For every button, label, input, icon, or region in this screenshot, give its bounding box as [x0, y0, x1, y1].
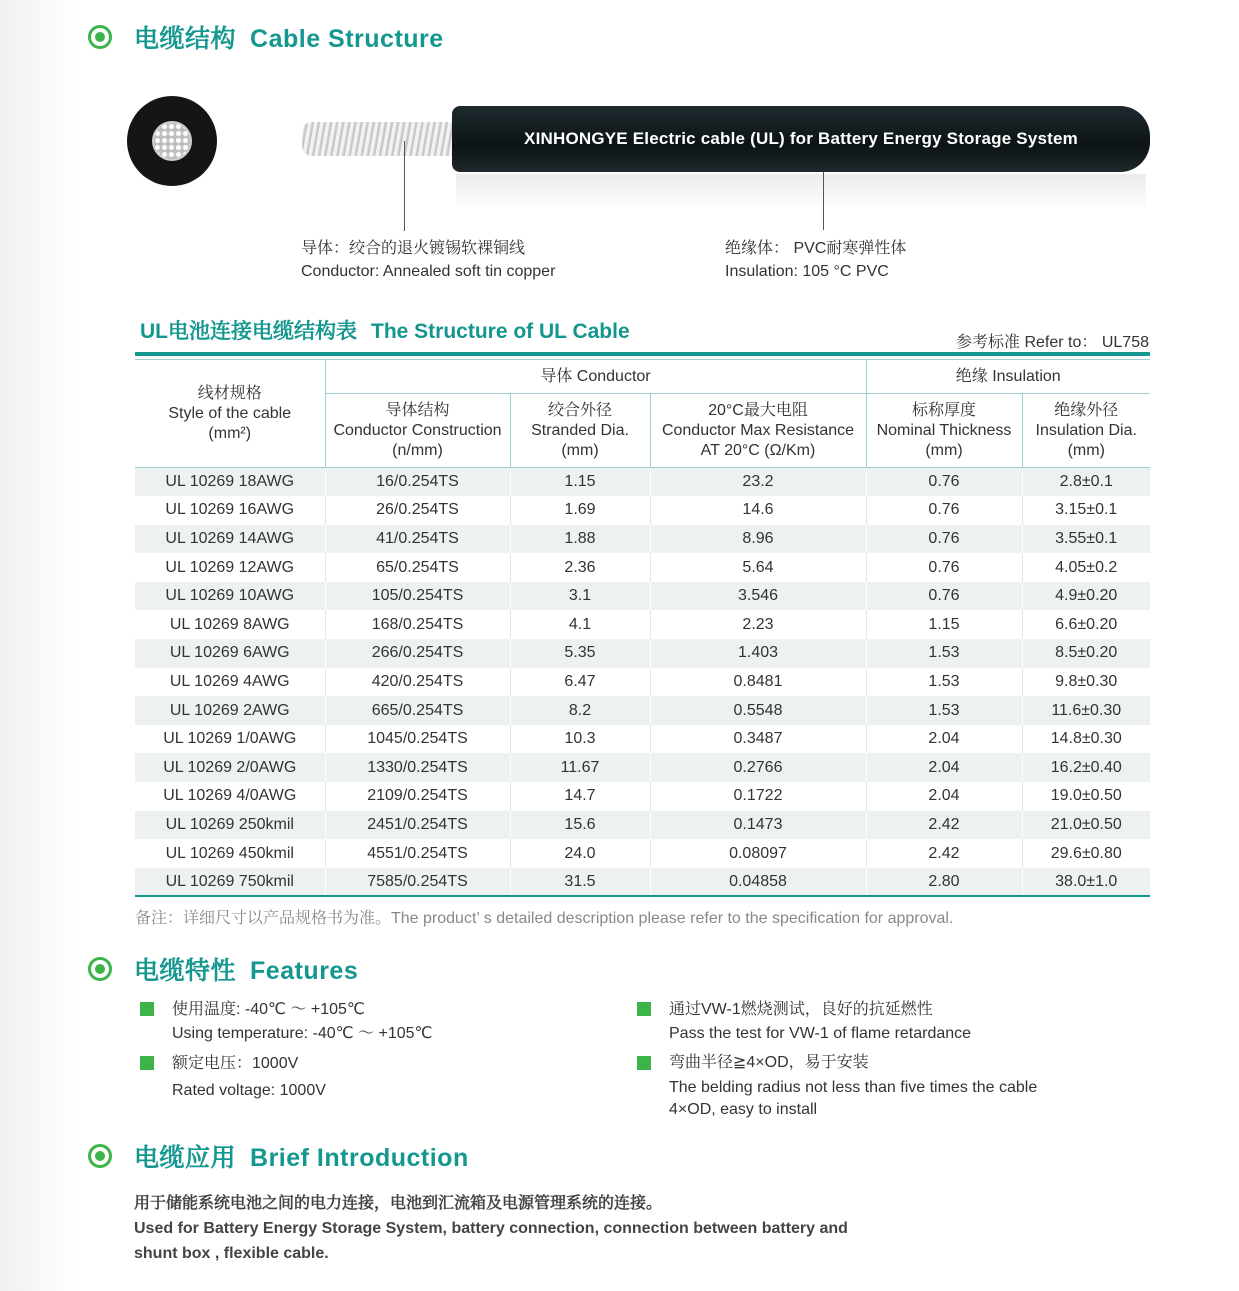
square-bullet-icon [140, 1056, 154, 1070]
header-insulation-dia: 绝缘外径 Insulation Dia. (mm) [1022, 394, 1150, 468]
table-row [135, 782, 1150, 811]
table-row [135, 668, 1150, 697]
table-cell: 2109/0.254TS [325, 782, 510, 811]
table-cell: 23.2 [650, 468, 866, 497]
header-nominal-thickness: 标称厚度 Nominal Thickness (mm) [866, 394, 1022, 468]
table-title [140, 315, 630, 345]
table-cell: 2.42 [866, 811, 1022, 840]
table-cell: 266/0.254TS [325, 639, 510, 668]
table-cell: 6.47 [510, 668, 650, 697]
table-cell: 31.5 [510, 868, 650, 897]
table-cell: 11.6±0.30 [1022, 696, 1150, 725]
table-cell: 14.7 [510, 782, 650, 811]
table-cell: 15.6 [510, 811, 650, 840]
table-cell: 19.0±0.50 [1022, 782, 1150, 811]
insulation-callout-en: Insulation: 105 °C PVC [725, 263, 889, 280]
table-cell: 2.36 [510, 553, 650, 582]
section-title-zh: 电缆特性 [134, 957, 237, 985]
cable-cross-section-icon [127, 96, 217, 186]
header-stranded-dia: 绞合外径 Stranded Dia. (mm) [510, 394, 650, 468]
table-cell: UL 10269 2/0AWG [135, 753, 325, 782]
table-cell: 8.2 [510, 696, 650, 725]
table-cell: 665/0.254TS [325, 696, 510, 725]
table-row [135, 696, 1150, 725]
table-cell: 1.15 [510, 468, 650, 497]
table-cell: 11.67 [510, 753, 650, 782]
table-cell: UL 10269 1/0AWG [135, 725, 325, 754]
table-cell: 2.8±0.1 [1022, 468, 1150, 497]
table-title-en: The Structure of UL Cable [371, 320, 630, 343]
circle-bullet-icon [88, 1144, 112, 1168]
cable-body [452, 106, 1150, 172]
table-cell: 3.55±0.1 [1022, 525, 1150, 554]
table-cell: 2.23 [650, 610, 866, 639]
table-cell: 2.04 [866, 782, 1022, 811]
table-cell: 420/0.254TS [325, 668, 510, 697]
square-bullet-icon [637, 1002, 651, 1016]
table-cell: 3.546 [650, 582, 866, 611]
table-cell: 4.1 [510, 610, 650, 639]
table-cell: 0.5548 [650, 696, 866, 725]
section-title-zh: 电缆应用 [134, 1144, 237, 1172]
table-cell: 3.1 [510, 582, 650, 611]
table-cell: 4.9±0.20 [1022, 582, 1150, 611]
table-cell: UL 10269 4AWG [135, 668, 325, 697]
table-cell: 38.0±1.0 [1022, 868, 1150, 897]
table-cell: 105/0.254TS [325, 582, 510, 611]
cable-structure-table [135, 359, 1150, 897]
page-edge-shade [0, 0, 80, 1291]
table-row [135, 468, 1150, 497]
table-cell: 14.8±0.30 [1022, 725, 1150, 754]
table-cell: 1.53 [866, 696, 1022, 725]
table-cell: 1330/0.254TS [325, 753, 510, 782]
section-heading-intro [88, 1138, 469, 1174]
table-cell: UL 10269 250kmil [135, 811, 325, 840]
table-cell: 0.08097 [650, 839, 866, 868]
header-construction: 导体结构 Conductor Construction (n/mm) [325, 394, 510, 468]
table-cell: 1.53 [866, 639, 1022, 668]
table-cell: 4.05±0.2 [1022, 553, 1150, 582]
table-row [135, 839, 1150, 868]
header-style: 线材规格 Style of the cable (mm²) [135, 360, 325, 468]
conductor-callout [301, 237, 555, 283]
table-cell: 8.96 [650, 525, 866, 554]
circle-bullet-icon [88, 25, 112, 49]
table-cell: 24.0 [510, 839, 650, 868]
insulation-pointer-line [823, 172, 824, 230]
table-row [135, 753, 1150, 782]
table-cell: 0.3487 [650, 725, 866, 754]
header-conductor-group: 导体 Conductor [325, 360, 866, 394]
feature-temperature: 使用温度: -40℃ ～ +105℃ Using temperature: -40℃ ～ +105℃ [140, 998, 433, 1046]
table-cell: 16/0.254TS [325, 468, 510, 497]
table-cell: 8.5±0.20 [1022, 639, 1150, 668]
table-cell: UL 10269 12AWG [135, 553, 325, 582]
table-cell: 0.76 [866, 582, 1022, 611]
table-cell: 7585/0.254TS [325, 868, 510, 897]
table-cell: 10.3 [510, 725, 650, 754]
table-cell: 65/0.254TS [325, 553, 510, 582]
cable-shadow [456, 174, 1146, 210]
table-cell: UL 10269 2AWG [135, 696, 325, 725]
table-cell: 168/0.254TS [325, 610, 510, 639]
table-row [135, 582, 1150, 611]
table-title-zh: UL电池连接电缆结构表 [140, 320, 357, 343]
table-cell: UL 10269 16AWG [135, 496, 325, 525]
table-row [135, 525, 1150, 554]
section-title-zh: 电缆结构 [134, 25, 237, 53]
intro-en-line1: Used for Battery Energy Storage System, battery connection, connection between battery and [134, 1220, 848, 1237]
table-cell: UL 10269 10AWG [135, 582, 325, 611]
table-cell: UL 10269 750kmil [135, 868, 325, 897]
table-cell: 1045/0.254TS [325, 725, 510, 754]
table-cell: UL 10269 14AWG [135, 525, 325, 554]
table-row [135, 725, 1150, 754]
table-cell: 1.53 [866, 668, 1022, 697]
table-cell: 0.76 [866, 525, 1022, 554]
table-cell: 0.2766 [650, 753, 866, 782]
conductor-callout-en: Conductor: Annealed soft tin copper [301, 263, 556, 280]
intro-en-line2: shunt box , flexible cable. [134, 1245, 329, 1262]
table-cell: UL 10269 8AWG [135, 610, 325, 639]
table-cell: 6.6±0.20 [1022, 610, 1150, 639]
table-cell: 2.04 [866, 753, 1022, 782]
table-cell: 2.80 [866, 868, 1022, 897]
table-row [135, 811, 1150, 840]
table-cell: UL 10269 4/0AWG [135, 782, 325, 811]
intro-text [134, 1191, 848, 1266]
section-heading-structure [88, 19, 444, 55]
section-heading-features [88, 951, 358, 987]
table-cell: 26/0.254TS [325, 496, 510, 525]
table-note: 备注：详细尺寸以产品规格书为准。The product’ s detailed description please refer to the specification for approval. [135, 910, 954, 927]
reference-standard: 参考标准 Refer to： UL758 [956, 334, 1149, 351]
square-bullet-icon [637, 1056, 651, 1070]
table-cell: 0.76 [866, 496, 1022, 525]
feature-bend-radius: 弯曲半径≧4×OD，易于安装 The belding radius not less than five times the cable 4×OD, easy to install [637, 1052, 1037, 1121]
table-cell: 9.8±0.30 [1022, 668, 1150, 697]
conductor-strands-icon [302, 122, 462, 156]
table-cell: UL 10269 18AWG [135, 468, 325, 497]
section-title-en: Brief Introduction [250, 1144, 469, 1172]
square-bullet-icon [140, 1002, 154, 1016]
table-cell: 0.76 [866, 553, 1022, 582]
table-cell: 14.6 [650, 496, 866, 525]
table-top-rule [135, 352, 1150, 356]
table-cell: 2.42 [866, 839, 1022, 868]
table-cell: 21.0±0.50 [1022, 811, 1150, 840]
conductor-callout-zh: 导体：绞合的退火镀锡软裸铜线 [301, 240, 526, 257]
feature-voltage: 额定电压：1000V Rated voltage: 1000V [140, 1052, 326, 1103]
table-cell: 0.1722 [650, 782, 866, 811]
section-title-en: Cable Structure [250, 25, 444, 53]
header-max-resistance: 20°C最大电阻 Conductor Max Resistance AT 20°C (Ω/Km) [650, 394, 866, 468]
table-cell: 4551/0.254TS [325, 839, 510, 868]
table-cell: 3.15±0.1 [1022, 496, 1150, 525]
intro-zh: 用于储能系统电池之间的电力连接，电池到汇流箱及电源管理系统的连接。 [134, 1195, 663, 1212]
table-cell: 0.04858 [650, 868, 866, 897]
table-cell: 1.88 [510, 525, 650, 554]
table-cell: 0.1473 [650, 811, 866, 840]
table-cell: 29.6±0.80 [1022, 839, 1150, 868]
table-row [135, 868, 1150, 897]
header-insulation-group: 绝缘 Insulation [866, 360, 1150, 394]
conductor-pointer-line [404, 141, 405, 231]
table-cell: UL 10269 6AWG [135, 639, 325, 668]
table-row [135, 553, 1150, 582]
feature-flame: 通过VW-1燃烧测试，良好的抗延燃性 Pass the test for VW-1 of flame retardance [637, 998, 971, 1046]
table-cell: 41/0.254TS [325, 525, 510, 554]
table-cell: 1.403 [650, 639, 866, 668]
table-row [135, 639, 1150, 668]
table-row [135, 610, 1150, 639]
table-cell: 1.15 [866, 610, 1022, 639]
table-cell: 5.64 [650, 553, 866, 582]
circle-bullet-icon [88, 957, 112, 981]
section-title-en: Features [250, 957, 359, 985]
table-cell: 5.35 [510, 639, 650, 668]
table-cell: 0.8481 [650, 668, 866, 697]
table-cell: 2.04 [866, 725, 1022, 754]
table-cell: 2451/0.254TS [325, 811, 510, 840]
table-row [135, 496, 1150, 525]
insulation-callout [725, 237, 906, 283]
table-cell: 0.76 [866, 468, 1022, 497]
table-cell: 1.69 [510, 496, 650, 525]
table-cell: 16.2±0.40 [1022, 753, 1150, 782]
insulation-callout-zh: 绝缘体： PVC耐寒弹性体 [725, 240, 907, 257]
table-cell: UL 10269 450kmil [135, 839, 325, 868]
cable-label: XINHONGYE Electric cable (UL) for Battery Energy Storage System [524, 129, 1078, 148]
